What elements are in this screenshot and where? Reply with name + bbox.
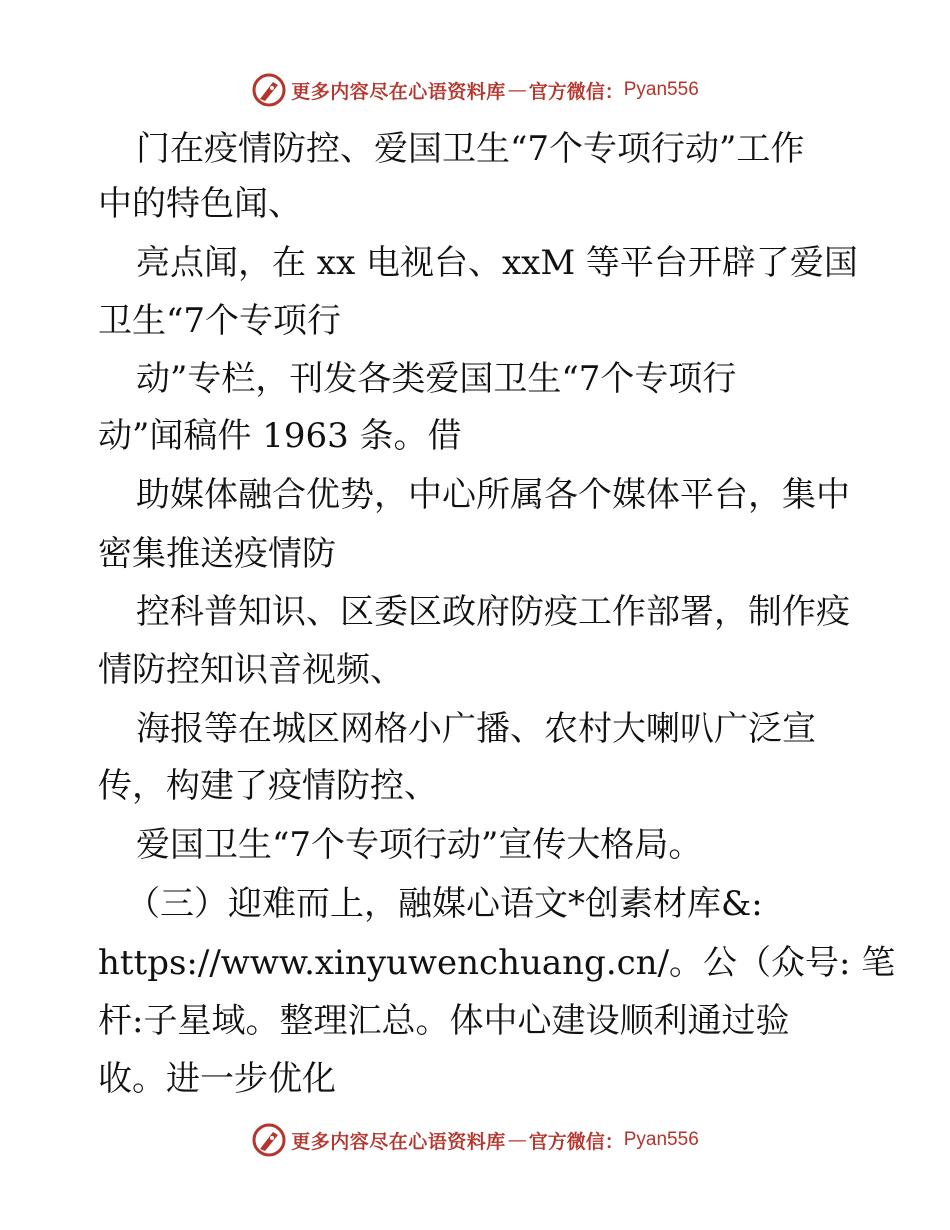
- text-line: 情防控知识音视频、: [98, 650, 404, 690]
- text-line: 门在疫情防控、爱国卫生“7个专项行动”工作: [136, 129, 805, 169]
- text-line: （三）迎难而上，融媒心语文*创素材库&:: [126, 884, 763, 924]
- text-line: 控科普知识、区委区政府防疫工作部署，制作疫: [136, 592, 850, 632]
- pen-nib-logo-icon: [251, 1122, 287, 1158]
- text-line: 中的特色闻、: [98, 184, 302, 224]
- watermark-brand: 更多内容尽在心语资料库: [291, 80, 506, 103]
- watermark-dash: —: [507, 1129, 527, 1151]
- header-watermark: [0, 70, 950, 110]
- watermark-official-label: 官方微信：: [528, 80, 624, 103]
- text-line: 杆:子星域。整理汇总。体中心建设顺利通过验: [98, 1001, 790, 1041]
- watermark-brand: 更多内容尽在心语资料库: [291, 1130, 506, 1153]
- watermark-dash: —: [507, 79, 527, 101]
- text-line: 动”闻稿件 1963 条。借: [98, 416, 462, 456]
- watermark-official-label: 官方微信：: [528, 1130, 624, 1153]
- text-line: 爱国卫生“7个专项行动”宣传大格局。: [136, 825, 703, 865]
- text-line: 卫生“7个专项行: [98, 301, 342, 341]
- text-line: 密集推送疫情防: [98, 534, 336, 574]
- text-line: 传，构建了疫情防控、: [98, 766, 438, 806]
- pen-nib-logo-icon: [251, 72, 287, 108]
- text-line: 海报等在城区网格小广播、农村大喇叭广泛宣: [136, 709, 816, 749]
- text-line: 动”专栏，刊发各类爱国卫生“7个专项行: [136, 359, 737, 399]
- text-line: 收。进一步优化: [98, 1059, 336, 1099]
- text-line: 助媒体融合优势，中心所属各个媒体平台，集中: [136, 475, 850, 515]
- watermark-wechat-id: Pyan556: [623, 79, 699, 100]
- watermark-wechat-id: Pyan556: [623, 1129, 699, 1150]
- text-line: 亮点闻，在 xx 电视台、xxM 等平台开辟了爱国: [136, 243, 858, 283]
- text-line: https://www.xinyuwenchuang.cn/。公（众号: 笔: [98, 943, 896, 983]
- footer-watermark: [0, 1120, 950, 1160]
